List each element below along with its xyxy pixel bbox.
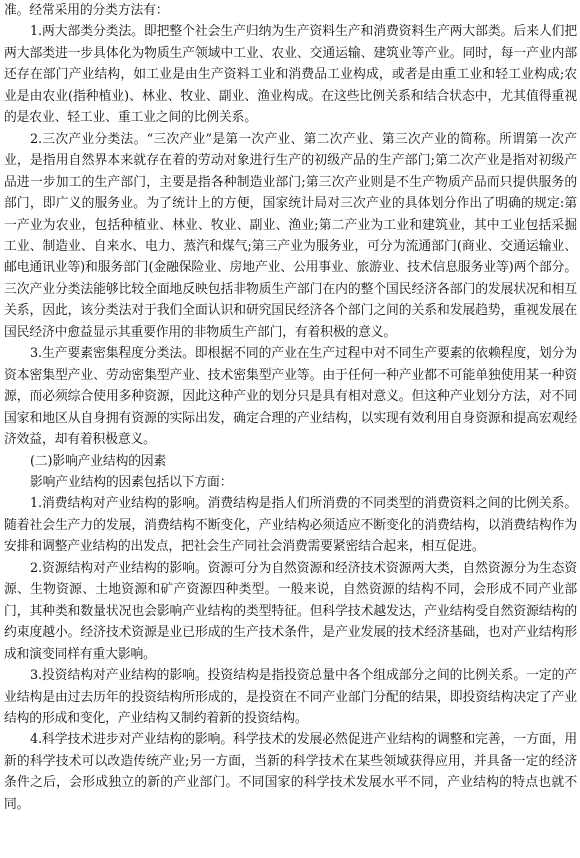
- paragraph-consumption-structure: 1.消费结构对产业结构的影响。消费结构是指人们所消费的不同类型的消费资料之间的比例关系。随着社会生产力的发展，消费结构不断变化，产业结构必须适应不断变化的消费结构，以消费结构作为安排和调整产业结构的出发点，把社会生产同社会消费需要紧密结合起来，相互促进。: [4, 496, 577, 555]
- paragraph-three-sector-classification: 2.三次产业分类法。“三次产业”是第一次产业、第二次产业、第三次产业的简称。所谓第一次产业，是指用自然界本来就存在着的劳动对象进行生产的初级产品的生产部门;第二次产业是指对初级产品进一步加工的生产部门，主要是指各种制造业部门;第三次产业则是不生产物质产品而只提供服务的部门，即广义的服务业。为了统计上的方便，国家统计局对三次产业的具体划分作出了明确的规定:第一产业为农业，包括种植业、林业、牧业、副业、渔业;第二产业为工业和建筑业，其中工业包括采掘工业、制造业、自来水、电力、蒸汽和煤气;第三产业为服务业，可分为流通部门(商业、交通运输业、邮电通讯业等)和服务部门(金融保险业、房地产业、公用事业、旅游业、技术信息服务业等)两个部分。三次产业分类法能够比较全面地反映包括非物质生产部门在内的整个国民经济各部门的发展状况和相互关系，因此，该分类法对于我们全面认识和研究国民经济各个部门之间的关系和发展趋势，重视发展在国民经济中愈益显示其重要作用的非物质生产部门，有着积极的意义。: [4, 131, 577, 340]
- paragraph-technology-progress: 4.科学技术进步对产业结构的影响。科学技术的发展必然促进产业结构的调整和完善，一方面，用新的科学技术可以改造传统产业;另一方面，当新的科学技术在某些领域获得应用，并具备一定的经济条件之后，会形成独立的新的产业部门。不同国家的科学技术发展水平不同，产业结构的特点也就不同。: [4, 732, 577, 812]
- paragraph-resource-structure: 2.资源结构对产业结构的影响。资源可分为自然资源和经济技术资源两大类，自然资源分为生态资源、生物资源、土地资源和矿产资源四种类型。一般来说，自然资源的结构不同，会形成不同产业部门，其种类和数量状况也会影响产业结构的类型特征。但科学技术越发达，产业结构受自然资源结构的约束度越小。经济技术资源是业已形成的生产技术条件，是产业发展的技术经济基础，也对产业结构形成和演变同样有重大影响。: [4, 560, 577, 662]
- paragraph-factor-intensity-classification: 3.生产要素密集程度分类法。即根据不同的产业在生产过程中对不同生产要素的依赖程度，划分为资本密集型产业、劳动密集型产业、技术密集型产业等。由于任何一种产业都不可能单独使用某一种资源，而必须综合使用多种资源，因此这种产业的划分只是具有相对意义。但这种产业划分方法，对不同国家和地区从自身拥有资源的实际出发，确定合理的产业结构，以实现有效利用自身资源和提高宏观经济效益，却有着积极意义。: [4, 346, 577, 448]
- paragraph-investment-structure: 3.投资结构对产业结构的影响。投资结构是指投资总量中各个组成部分之间的比例关系。一定的产业结构是由过去历年的投资结构所形成的，是投资在不同产业部门分配的结果，即投资结构决定了产业结构的形成和变化，产业结构又制约着新的投资结构。: [4, 668, 577, 726]
- section-heading: (二)影响产业结构的因素: [30, 453, 167, 469]
- paragraph-intro: 准。经常采用的分类方法有：: [4, 3, 169, 18]
- paragraph-two-sector-classification: 1.两大部类分类法。即把整个社会生产归纳为生产资料生产和消费资料生产两大部类。后来人们把两大部类进一步具体化为物质生产领域中工业、农业、交通运输、建筑业等产业。同时，每一产业内部还存在部门产业结构，如工业是由生产资料工业和消费品工业构成，或者是由重工业和轻工业构成;农业是由农业(指种植业)、林业、牧业、副业、渔业构成。在这些比例关系和结合状态中，尤其值得重视的是农业、轻工业、重工业之间的比例关系。: [4, 24, 577, 126]
- paragraph-factors-intro: 影响产业结构的因素包括以下方面：: [30, 474, 233, 490]
